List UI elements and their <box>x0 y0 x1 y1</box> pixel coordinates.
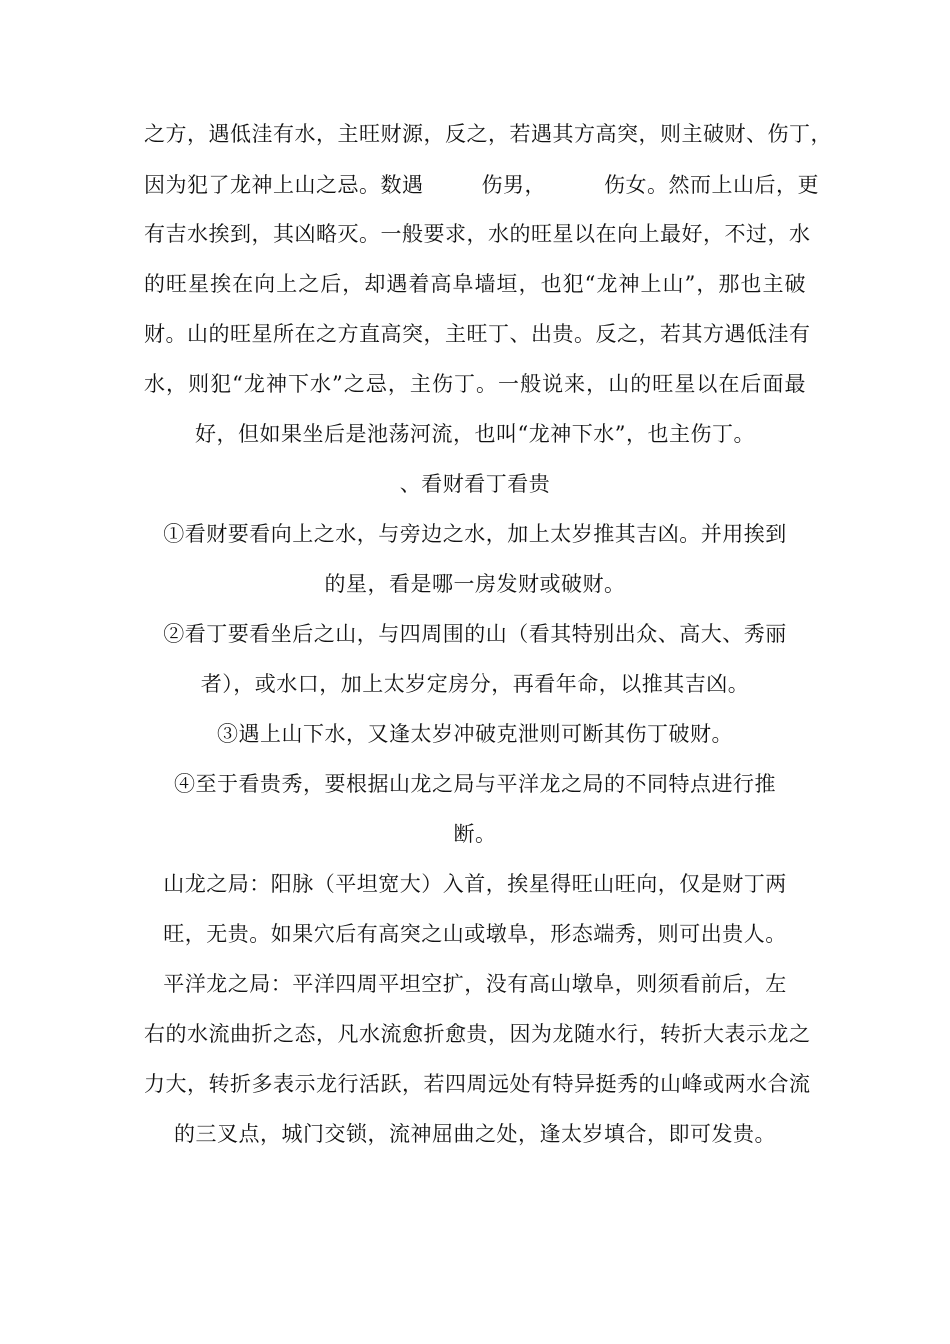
paragraph-line: 山龙之局：阳脉（平坦宽大）入首，挨星得旺山旺向，仅是财丁两 <box>163 872 787 896</box>
paragraph-line: 好，但如果坐后是池荡河流，也叫“龙神下水”，也主伤丁。 <box>195 422 755 446</box>
paragraph-line: 之方，遇低洼有水，主旺财源，反之，若遇其方高突，则主破财、伤丁， <box>144 122 832 146</box>
list-item-line: ③遇上山下水，又逢太岁冲破克泄则可断其伤丁破财。 <box>217 722 733 746</box>
paragraph-line: 的三叉点，城门交锁，流神屈曲之处，逢太岁填合，即可发贵。 <box>174 1122 776 1146</box>
list-item-line: 的星，看是哪一房发财或破财。 <box>324 572 626 596</box>
paragraph-line: 右的水流曲折之态，凡水流愈折愈贵，因为龙随水行，转折大表示龙之 <box>144 1022 811 1046</box>
paragraph-line: 旺，无贵。如果穴后有高突之山或墩阜，形态端秀，则可出贵人。 <box>163 922 787 946</box>
paragraph-line <box>144 169 819 201</box>
paragraph-line: 有吉水挨到，其凶略灭。一般要求，水的旺星以在向上最好，不过，水 <box>144 222 811 246</box>
paragraph-line: 力大，转折多表示龙行活跃，若四周远处有特异挺秀的山峰或两水合流 <box>144 1072 811 1096</box>
list-item-line: 者），或水口，加上太岁定房分，再看年命，以推其吉凶。 <box>200 672 750 696</box>
text-fragment: 伤男， <box>481 173 546 197</box>
list-item-line: ④至于看贵秀，要根据山龙之局与平洋龙之局的不同特点进行推 <box>174 772 776 796</box>
list-item-line: 断。 <box>453 822 497 846</box>
paragraph-line: 财。山的旺星所在之方直高突，主旺丁、出贵。反之，若其方遇低洼有 <box>144 322 811 346</box>
section-heading: 、看财看丁看贵 <box>399 472 551 496</box>
text-fragment: 伤女。然而上山后，更 <box>604 173 819 197</box>
paragraph-line: 的旺星挨在向上之后，却遇着高阜墙垣，也犯“龙神上山”，那也主破 <box>144 272 806 296</box>
paragraph-line: 水，则犯“龙神下水”之忌，主伤丁。一般说来，山的旺星以在后面最 <box>144 372 806 396</box>
list-item-line: ②看丁要看坐后之山，与四周围的山（看其特别出众、高大、秀丽 <box>163 622 787 646</box>
list-item-line: ①看财要看向上之水，与旁边之水，加上太岁推其吉凶。并用挨到 <box>163 522 787 546</box>
paragraph-line: 平洋龙之局：平洋四周平坦空扩，没有高山墩阜，则须看前后，左 <box>163 972 787 996</box>
text-fragment: 因为犯了龙神上山之忌。数遇 <box>144 173 424 197</box>
